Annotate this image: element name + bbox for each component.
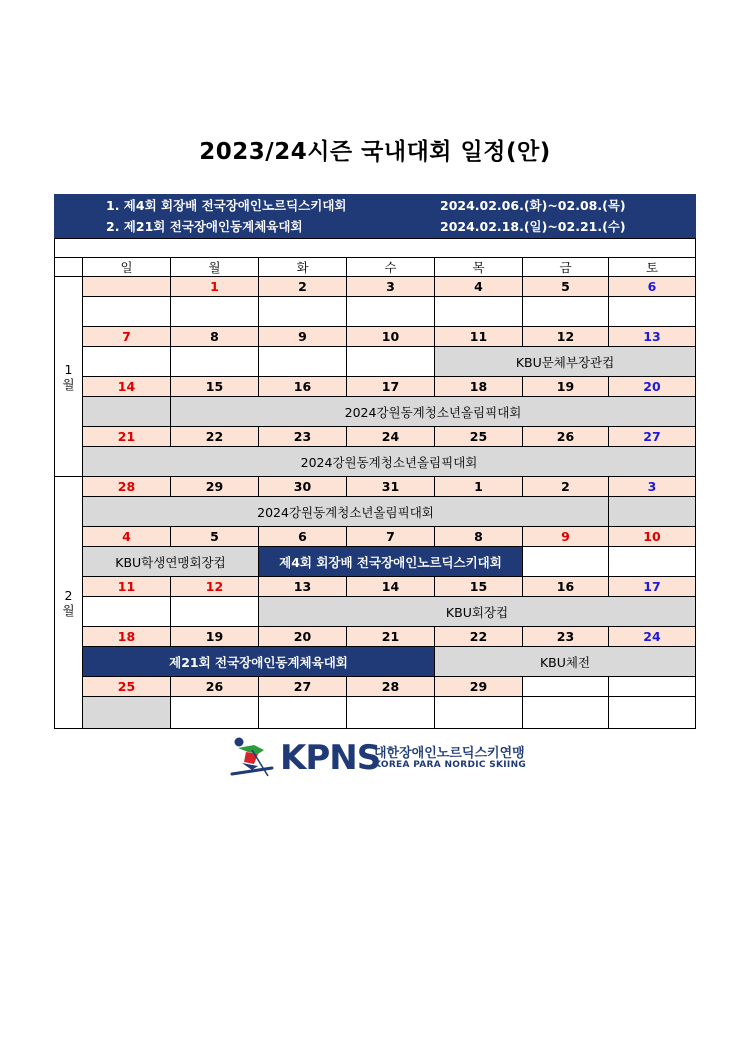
event-cell [170,346,259,377]
weekday-fri: 금 [522,257,609,277]
weekday-mon: 월 [170,257,259,277]
date-cell [82,276,171,297]
date-cell: 19 [170,626,259,647]
banner-event-dates: 2024.02.18.(일)~02.21.(수) [440,219,626,234]
event-cell [82,696,171,729]
date-cell: 1 [434,476,523,497]
date-cell: 4 [434,276,523,297]
date-cell: 3 [346,276,435,297]
date-cell: 15 [434,576,523,597]
date-cell: 8 [170,326,259,347]
date-cell: 27 [608,426,696,447]
date-cell: 26 [170,676,259,697]
weekday-sun: 일 [82,257,171,277]
date-cell [608,676,696,697]
event-cell [258,696,347,729]
date-cell: 13 [608,326,696,347]
date-cell: 7 [346,526,435,547]
logo-english-name: KOREA PARA NORDIC SKIING [374,760,527,770]
date-cell: 6 [258,526,347,547]
event-cell [258,296,347,327]
date-cell: 21 [346,626,435,647]
date-cell: 20 [608,376,696,397]
kpns-logo [228,736,528,780]
weekday-thu: 목 [434,257,523,277]
event-cell [608,496,696,527]
date-cell: 27 [258,676,347,697]
date-cell: 14 [346,576,435,597]
date-cell: 25 [82,676,171,697]
event-kbu-student-cup: KBU학생연맹회장컵 [82,546,259,577]
date-cell: 28 [82,476,171,497]
nordic-skier-icon [228,736,278,780]
date-cell: 22 [170,426,259,447]
date-cell: 28 [346,676,435,697]
event-gangwon-youth-olympics: 2024강원동계청소년올림픽대회 [82,446,696,477]
event-cell [608,546,696,577]
date-cell: 24 [608,626,696,647]
event-cell [434,296,523,327]
date-cell: 4 [82,526,171,547]
date-cell: 25 [434,426,523,447]
date-cell: 5 [170,526,259,547]
date-cell: 24 [346,426,435,447]
date-cell: 31 [346,476,435,497]
banner-row-1 [54,196,696,216]
date-cell: 8 [434,526,523,547]
date-cell: 15 [170,376,259,397]
logo-brand: KPNS [280,738,381,778]
banner-row-2 [54,217,696,237]
date-cell: 23 [258,426,347,447]
date-cell: 10 [346,326,435,347]
date-cell: 18 [82,626,171,647]
date-cell: 12 [522,326,609,347]
date-cell: 2 [258,276,347,297]
event-kbu-president-cup: KBU회장컵 [258,596,696,627]
date-cell: 22 [434,626,523,647]
event-cell [170,596,259,627]
date-cell: 3 [608,476,696,497]
event-cell [608,296,696,327]
event-kbu-sports-festival: KBU체전 [434,646,696,677]
month-label-january: 1 월 [54,276,83,477]
date-cell: 19 [522,376,609,397]
date-cell: 11 [82,576,171,597]
date-cell: 17 [608,576,696,597]
date-cell: 9 [258,326,347,347]
date-cell: 1 [170,276,259,297]
date-cell: 21 [82,426,171,447]
date-cell: 26 [522,426,609,447]
banner-event-name: 2. 제21회 전국장애인동계체육대회 [106,219,303,234]
date-cell: 9 [522,526,609,547]
date-cell: 6 [608,276,696,297]
event-nordic-4th-championship: 제4회 회장배 전국장애인노르딕스키대회 [258,546,523,577]
event-cell [434,696,523,729]
date-cell: 2 [522,476,609,497]
event-gangwon-youth-olympics: 2024강원동계청소년올림픽대회 [170,396,696,427]
date-cell: 16 [258,376,347,397]
spacer-row [54,238,696,258]
date-cell: 12 [170,576,259,597]
event-cell [82,346,171,377]
event-winter-21st-games: 제21회 전국장애인동계체육대회 [82,646,435,677]
date-cell: 17 [346,376,435,397]
event-cell [258,346,347,377]
weekday-tue: 화 [258,257,347,277]
date-cell: 30 [258,476,347,497]
event-cell [608,696,696,729]
event-cell [522,296,609,327]
date-cell: 11 [434,326,523,347]
logo-korean-name: 대한장애인노르딕스키연맹 [374,746,525,761]
event-cell [82,396,171,427]
event-cell [170,296,259,327]
event-cell [522,546,609,577]
weekday-sat: 토 [608,257,696,277]
date-cell: 29 [434,676,523,697]
date-cell [522,676,609,697]
date-cell: 5 [522,276,609,297]
date-cell: 10 [608,526,696,547]
event-banner [54,194,696,238]
event-cell [170,696,259,729]
date-cell: 13 [258,576,347,597]
page-title: 2023/24시즌 국내대회 일정(안) [199,139,551,165]
weekday-wed: 수 [346,257,435,277]
date-cell: 20 [258,626,347,647]
date-cell: 16 [522,576,609,597]
date-cell: 18 [434,376,523,397]
event-cell [346,296,435,327]
month-label-february: 2 월 [54,476,83,729]
date-cell: 14 [82,376,171,397]
event-cell [346,346,435,377]
banner-event-name: 1. 제4회 회장배 전국장애인노르딕스키대회 [106,198,347,213]
event-cell [346,696,435,729]
header-corner [54,257,83,277]
date-cell: 23 [522,626,609,647]
event-cell [82,296,171,327]
event-kbu-munche-cup: KBU문체부장관컵 [434,346,696,377]
event-gangwon-youth-olympics: 2024강원동계청소년올림픽대회 [82,496,609,527]
date-cell: 29 [170,476,259,497]
date-cell: 7 [82,326,171,347]
event-cell [82,596,171,627]
banner-event-dates: 2024.02.06.(화)~02.08.(목) [440,198,626,213]
event-cell [522,696,609,729]
